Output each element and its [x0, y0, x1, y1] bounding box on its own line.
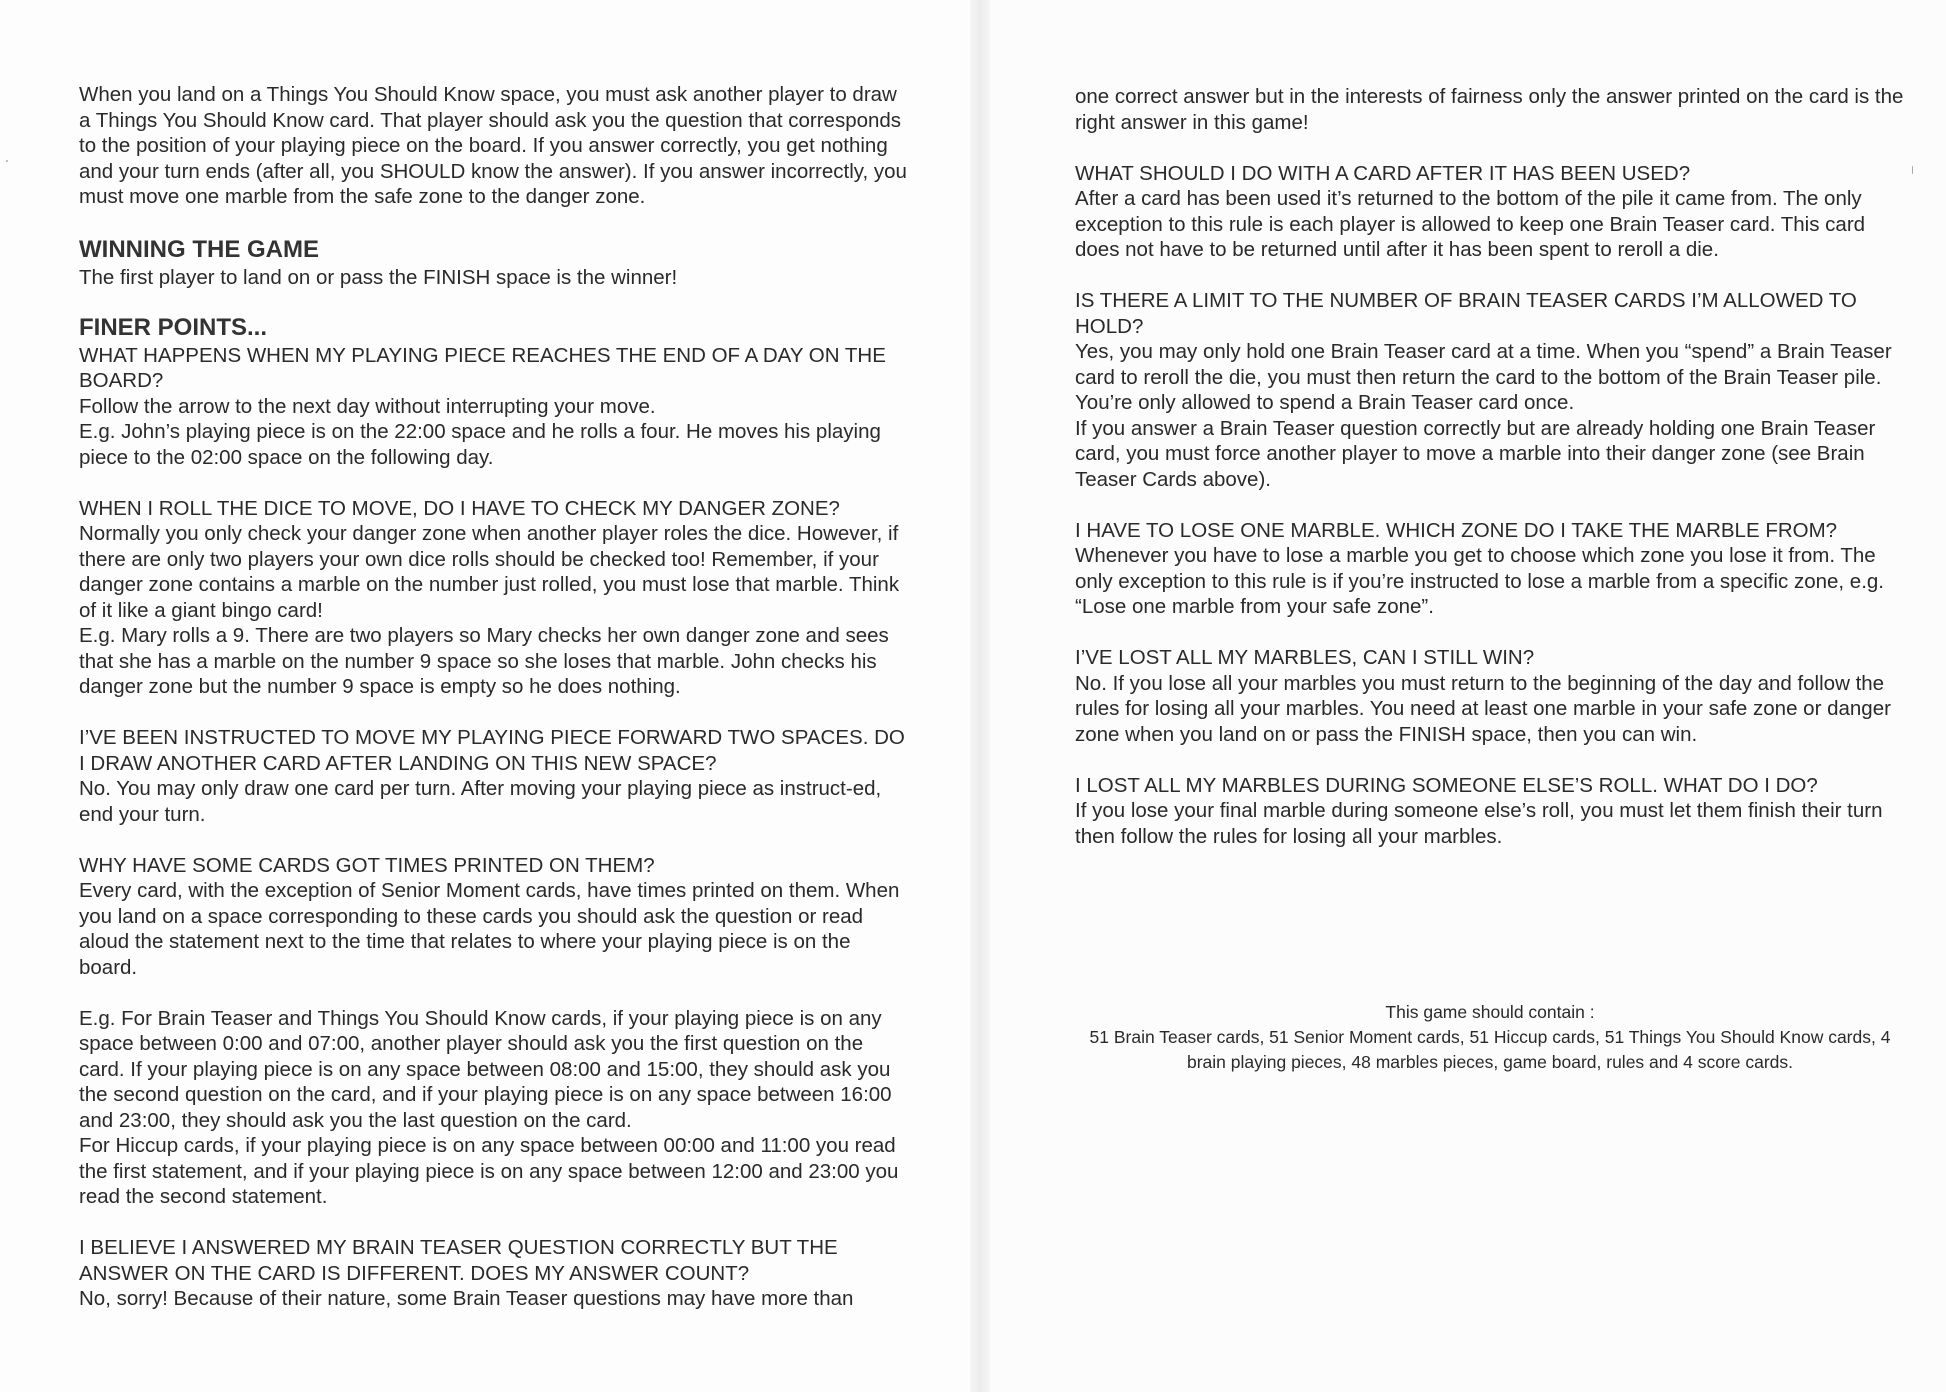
- question-used-card: WHAT SHOULD I DO WITH A CARD AFTER IT HAS BEEN USED?: [1075, 161, 1691, 185]
- answer-lost-during-roll: If you lose your final marble during someone else’s roll, you must let them finish their turn then follow the rules for losing all your marbles.: [1075, 799, 1883, 848]
- left-column: [79, 82, 909, 1312]
- game-contents: [1075, 1000, 1905, 1075]
- example-end-of-day: E.g. John’s playing piece is on the 22:00 space and he rolls a four. He moves his playing piece to the 02:00 space on the following day.: [79, 420, 881, 469]
- question-answer-count: I BELIEVE I ANSWERED MY BRAIN TEASER QUESTION CORRECTLY BUT THE ANSWER ON THE CARD IS DIFFERENT. DOES MY ANSWER COUNT?: [79, 1236, 838, 1285]
- example-hiccup-times: For Hiccup cards, if your playing piece is on any space between 00:00 and 11:00 you read the first statement, and if your playing piece is on any space between 12:00 and 23:00 you read the second statement.: [79, 1134, 899, 1208]
- winning-heading: WINNING THE GAME: [79, 236, 319, 263]
- answer-used-card: After a card has been used it’s returned to the bottom of the pile it came from. The only exception to this rule is each player is allowed to keep one Brain Teaser card. This card does not have to be returned until after it has been spent to reroll a die.: [1075, 187, 1866, 261]
- winning-text: The first player to land on or pass the FINISH space is the winner!: [79, 266, 678, 289]
- question-card-times: WHY HAVE SOME CARDS GOT TIMES PRINTED ON THEM?: [79, 853, 655, 877]
- contents-heading: This game should contain :: [1385, 1002, 1595, 1022]
- example-card-times: E.g. For Brain Teaser and Things You Should Know cards, if your playing piece is on any space between 0:00 and 07:00, another player should ask you the first question on the card. If your playing piece is on any space between 08:00 and 15:00, they should ask you the second question on the card, and if your playing piece is on any space between 16:00 and 23:00, they should ask you the last question on the card.: [79, 1006, 892, 1132]
- answer-lose-marble: Whenever you have to lose a marble you get to choose which zone you lose it from. The only exception to this rule is if you’re instructed to lose a marble from a specific zone, e.g. “Lose one marble from your safe zone”.: [1075, 544, 1884, 618]
- answer-move-forward: No. You may only draw one card per turn. After moving your playing piece as instruct-ed, end your turn.: [79, 777, 882, 826]
- answer-answer-count-start: No, sorry! Because of their nature, some Brain Teaser questions may have more than: [79, 1287, 854, 1310]
- question-lose-marble: I HAVE TO LOSE ONE MARBLE. WHICH ZONE DO I TAKE THE MARBLE FROM?: [1075, 518, 1838, 542]
- answer-card-limit-extra: If you answer a Brain Teaser question correctly but are already holding one Brain Teaser card, you must force another player to move a marble into their danger zone (see Brain Teaser Cards above).: [1075, 416, 1876, 491]
- question-end-of-day: WHAT HAPPENS WHEN MY PLAYING PIECE REACHES THE END OF A DAY ON THE BOARD?: [79, 343, 886, 392]
- question-check-danger-zone: WHEN I ROLL THE DICE TO MOVE, DO I HAVE TO CHECK MY DANGER ZONE?: [79, 496, 840, 520]
- question-move-forward: I’VE BEEN INSTRUCTED TO MOVE MY PLAYING PIECE FORWARD TWO SPACES. DO I DRAW ANOTHER CARD AFTER LANDING ON THIS NEW SPACE?: [79, 726, 905, 775]
- right-column: [1075, 84, 1905, 849]
- question-lost-during-roll: I LOST ALL MY MARBLES DURING SOMEONE ELSE’S ROLL. WHAT DO I DO?: [1075, 773, 1818, 797]
- question-lost-all-marbles: I’VE LOST ALL MY MARBLES, CAN I STILL WIN?: [1075, 646, 1535, 669]
- scan-speck: [1912, 166, 1913, 174]
- scan-speck: [6, 160, 8, 162]
- question-card-limit: IS THERE A LIMIT TO THE NUMBER OF BRAIN TEASER CARDS I’M ALLOWED TO HOLD?: [1075, 289, 1857, 338]
- answer-check-danger-zone: Normally you only check your danger zone when another player roles the dice. However, if there are only two players your own dice rolls should be checked too! Remember, if your danger zone contains a marble on the number just rolled, you must lose that marble. Think of it like a giant bingo card!: [79, 522, 900, 622]
- answer-lost-all-marbles: No. If you lose all your marbles you must return to the beginning of the day and follow the rules for losing all your marbles. You need at least one marble in your safe zone or danger zone when you land on or pass the FINISH space, then you can win.: [1075, 671, 1891, 746]
- answer-card-times: Every card, with the exception of Senior Moment cards, have times printed on them. When you land on a space corresponding to these cards you should ask the question or read aloud the statement next to the time that relates to where your playing piece is on the board.: [79, 879, 900, 979]
- answer-end-of-day: Follow the arrow to the next day without interrupting your move.: [79, 394, 656, 418]
- answer-card-limit: Yes, you may only hold one Brain Teaser card at a time. When you “spend” a Brain Teaser card to reroll the die, you must then return the card to the bottom of the Brain Teaser pile. You’re only allowed to spend a Brain Teaser card once.: [1075, 340, 1892, 414]
- finer-points-heading: FINER POINTS...: [79, 313, 268, 341]
- answer-answer-count-end: one correct answer but in the interests of fairness only the answer printed on the card is the right answer in this game!: [1075, 85, 1904, 134]
- page-fold: [970, 0, 990, 1392]
- contents-list: 51 Brain Teaser cards, 51 Senior Moment cards, 51 Hiccup cards, 51 Things You Should Know cards, 4 brain playing pieces, 48 marbles pieces, game board, rules and 4 score cards.: [1089, 1027, 1891, 1072]
- example-check-danger-zone: E.g. Mary rolls a 9. There are two players so Mary checks her own danger zone and sees that she has a marble on the number 9 space so she loses that marble. John checks his danger zone but the number 9 space is empty so he does nothing.: [79, 624, 889, 698]
- intro-paragraph: When you land on a Things You Should Know space, you must ask another player to draw a Things You Should Know card. That player should ask you the question that corresponds to the position of your playing piece on the board. If you answer correctly, you get nothing and your turn ends (after all, you SHOULD know the answer). If you answer incorrectly, you must move one marble from the safe zone to the danger zone.: [79, 83, 907, 208]
- winning-section: [79, 235, 909, 291]
